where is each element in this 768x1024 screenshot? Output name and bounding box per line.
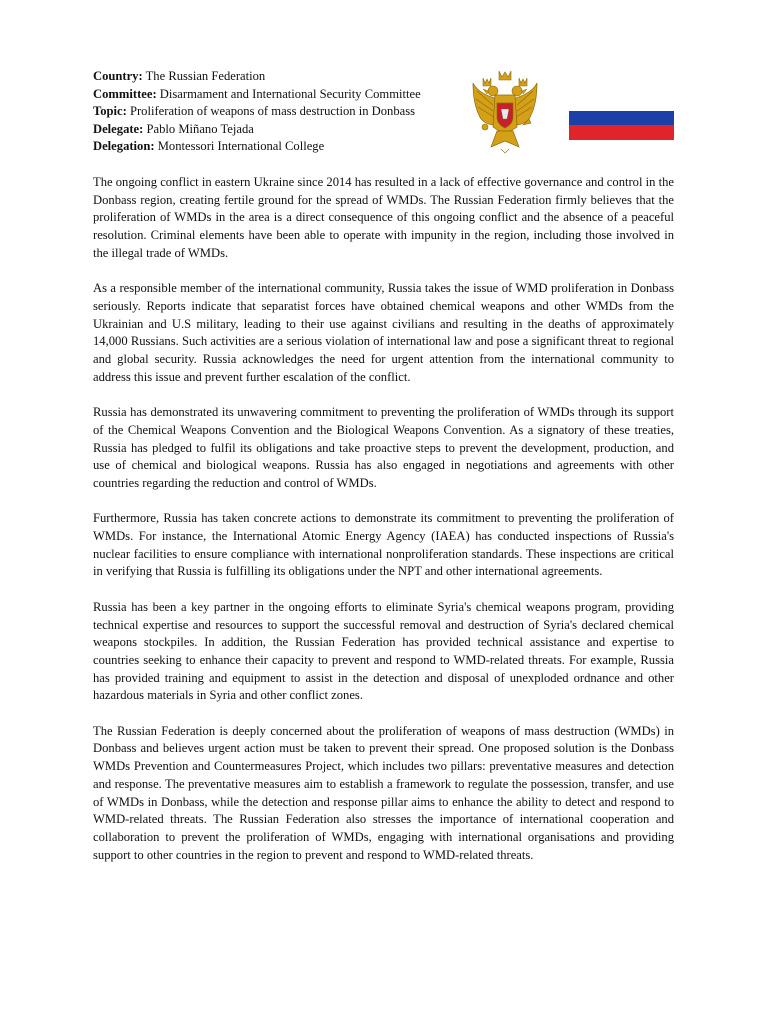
flag-white-stripe bbox=[569, 96, 674, 111]
flag-blue-stripe bbox=[569, 111, 674, 126]
delegation-value: Montessori International College bbox=[157, 139, 325, 154]
country-line bbox=[93, 68, 473, 86]
paragraph-5: Russia has been a key partner in the ongoing efforts to eliminate Syria's chemical weapons program, providing technical expertise and resources to support the successful removal and destruction of Syria's declared chemical weapons stockpiles. In addition, the Russian Federation has provided technical assistance and expertise to countries seeking to enhance their capacity to prevent and respond to WMD-related threats. For example, Russia has provided training and equipment to assist in the detection and disposal of unexploded ordnance and other hazardous materials in Syria and other conflict zones. bbox=[93, 599, 674, 703]
topic-label: Topic: bbox=[93, 104, 127, 119]
delegate-label: Delegate: bbox=[93, 121, 144, 136]
topic-line bbox=[93, 103, 473, 121]
delegation-line bbox=[93, 138, 473, 156]
country-label: Country: bbox=[93, 69, 143, 83]
paragraph-3: Russia has demonstrated its unwavering commitment to preventing the proliferation of WMDs through its support of the Chemical Weapons Convention and the Biological Weapons Convention. As a signatory of these treaties, Russia has pledged to fulfil its obligations and take proactive steps to prevent the development, production, and use of chemical and biological weapons. Russia has also engaged in negotiations and agreements with other countries regarding the reduction and control of WMDs. bbox=[93, 405, 674, 490]
flag-red-stripe bbox=[569, 125, 674, 140]
paragraph-1: The ongoing conflict in eastern Ukraine since 2014 has resulted in a lack of effective governance and control in the Donbass region, creating fertile ground for the spread of WMDs. The Russian Federation firmly believes that the proliferation of WMDs in the area is a direct consequence of this ongoing conflict and the absence of a peaceful resolution. Criminal elements have been able to operate with impunity in the region, including those involved in the illegal trade of WMDs. bbox=[93, 175, 674, 260]
delegate-line bbox=[93, 121, 473, 139]
delegation-label: Delegation: bbox=[93, 139, 155, 154]
delegate-value: Pablo Miñano Tejada bbox=[146, 121, 254, 136]
country-value: The Russian Federation bbox=[145, 69, 266, 83]
document-header bbox=[93, 68, 473, 156]
committee-value: Disarmament and International Security Committee bbox=[159, 86, 421, 101]
committee-line bbox=[93, 86, 473, 104]
russian-flag-icon bbox=[569, 96, 674, 140]
paragraph-6: The Russian Federation is deeply concerned about the proliferation of weapons of mass destruction (WMDs) in Donbass and believes urgent action must be taken to prevent their spread. One proposed solution is the Donbass WMDs Prevention and Countermeasures Project, which includes two pillars: preventative measures and detection and response. The preventative measures aim to establish a framework to regulate the possession, transfer, and use of WMDs in Donbass, while the detection and response pillar aims to enhance the ability to detect and respond to WMD-related threats. The Russian Federation also stresses the importance of international cooperation and collaboration to prevent the proliferation of WMDs, engaging with international organisations and providing support to other countries in the region to prevent and respond to WMD-related threats. bbox=[93, 723, 674, 862]
russian-coat-of-arms-icon bbox=[471, 69, 539, 155]
committee-label: Committee: bbox=[93, 86, 157, 101]
paragraph-4: Furthermore, Russia has taken concrete actions to demonstrate its commitment to preventing the proliferation of WMDs. For instance, the International Atomic Energy Agency (IAEA) has conducted inspections of Russia's nuclear facilities to ensure compliance with international nonproliferation standards. These inspections are critical in verifying that Russia is fulfilling its obligations under the NPT and other international agreements. bbox=[93, 511, 674, 579]
topic-value: Proliferation of weapons of mass destruction in Donbass bbox=[129, 104, 416, 119]
paragraph-2: As a responsible member of the international community, Russia takes the issue of WMD proliferation in Donbass seriously. Reports indicate that separatist forces have obtained chemical weapons and other WMDs from the Ukrainian and U.S military, leading to their use against civilians and resulting in the deaths of approximately 14,000 Russians. Such activities are a serious violation of international law and pose a significant threat to regional and global security. Russia acknowledges the need for urgent attention from the international community to address this issue and prevent further escalation of the conflict. bbox=[93, 281, 674, 384]
document-body bbox=[93, 174, 674, 882]
